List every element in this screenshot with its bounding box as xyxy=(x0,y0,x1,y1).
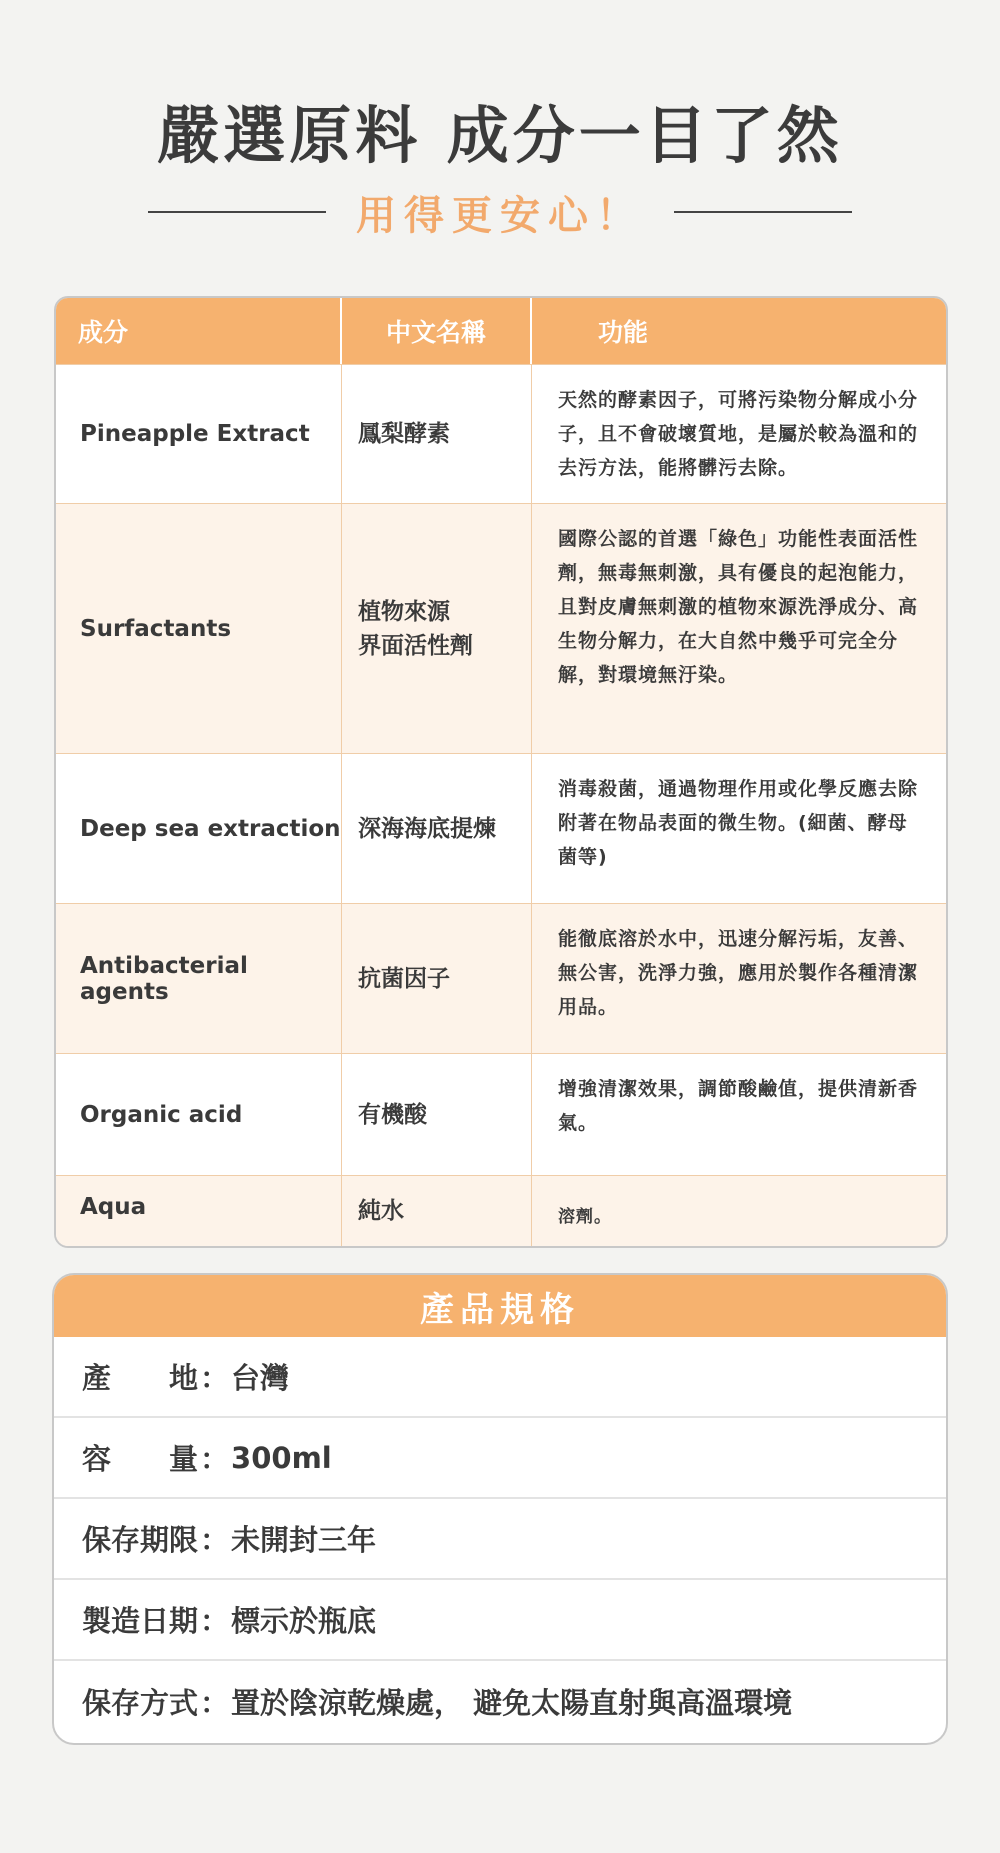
spec-row-origin xyxy=(54,1337,946,1418)
spec-row-manufacture-date xyxy=(54,1580,946,1661)
column-header-function: 功能 xyxy=(598,318,649,347)
ingredient-chinese-name: 深海海底提煉 xyxy=(342,754,532,903)
spec-row-volume xyxy=(54,1418,946,1499)
table-row xyxy=(56,503,946,753)
spec-separator: ： xyxy=(200,1361,230,1395)
ingredient-name: Deep sea extraction xyxy=(56,754,342,903)
spec-row-storage xyxy=(54,1661,946,1742)
column-header-chinese-name: 中文名稱 xyxy=(342,298,532,364)
ingredient-function: 增強清潔效果，調節酸鹼值，提供清新香氣。 xyxy=(558,1078,919,1134)
ingredient-function: 天然的酵素因子，可將污染物分解成小分子，且不會破壞質地，是屬於較為溫和的去污方法，能將髒污去除。 xyxy=(558,389,919,479)
column-header-ingredient: 成分 xyxy=(56,298,342,364)
divider-right xyxy=(674,211,852,213)
spec-separator: ： xyxy=(200,1686,230,1720)
spec-value: 標示於瓶底 xyxy=(231,1604,377,1638)
subtitle-row xyxy=(0,182,1000,242)
spec-title: 產品規格 xyxy=(54,1275,946,1337)
ingredient-function: 消毒殺菌，通過物理作用或化學反應去除附著在物品表面的微生物。(細菌、酵母菌等) xyxy=(558,778,919,868)
spec-separator: ： xyxy=(200,1523,230,1557)
ingredient-chinese-name: 有機酸 xyxy=(342,1054,532,1175)
page-title: 嚴選原料 成分一目了然 xyxy=(157,99,843,172)
spec-value: 置於陰涼乾燥處， 避免太陽直射與高溫環境 xyxy=(231,1686,793,1720)
spec-separator: ： xyxy=(200,1442,230,1476)
ingredient-chinese-name: 鳳梨酵素 xyxy=(342,365,532,503)
spec-value: 台灣 xyxy=(231,1361,290,1395)
ingredient-name: Surfactants xyxy=(56,504,342,753)
table-header xyxy=(56,298,946,364)
ingredient-function: 國際公認的首選「綠色」功能性表面活性劑，無毒無刺激，具有優良的起泡能力，且對皮膚無刺激的植物來源洗淨成分、高生物分解力，在大自然中幾乎可完全分解，對環境無汙染。 xyxy=(558,528,919,686)
ingredients-table xyxy=(54,296,948,1248)
ingredient-name: Organic acid xyxy=(56,1054,342,1175)
spec-value: 未開封三年 xyxy=(231,1523,377,1557)
ingredient-chinese-name: 植物來源 界面活性劑 xyxy=(342,504,532,753)
product-spec-card xyxy=(52,1273,948,1745)
spec-row-shelf-life xyxy=(54,1499,946,1580)
ingredient-chinese-name: 純水 xyxy=(342,1176,532,1248)
spec-separator: ： xyxy=(200,1604,230,1638)
spec-label: 保存方式 xyxy=(82,1686,199,1720)
table-row xyxy=(56,1175,946,1248)
ingredient-name: Antibacterial agents xyxy=(56,904,342,1053)
table-row xyxy=(56,753,946,903)
spec-label: 保存期限 xyxy=(82,1523,199,1557)
spec-label: 產 地 xyxy=(82,1361,199,1395)
ingredient-function: 能徹底溶於水中，迅速分解污垢，友善、無公害，洗淨力強，應用於製作各種清潔用品。 xyxy=(558,928,919,1018)
spec-label: 製造日期 xyxy=(82,1604,199,1638)
table-row xyxy=(56,1053,946,1175)
ingredient-name: Pineapple Extract xyxy=(56,365,342,503)
ingredient-chinese-name: 抗菌因子 xyxy=(342,904,532,1053)
table-row xyxy=(56,903,946,1053)
spec-label: 容 量 xyxy=(82,1442,199,1476)
page-subtitle: 用得更安心！ xyxy=(356,192,644,239)
spec-value: 300ml xyxy=(231,1440,332,1475)
ingredient-name: Aqua xyxy=(56,1176,342,1248)
ingredient-function: 溶劑。 xyxy=(558,1207,612,1227)
divider-left xyxy=(148,211,326,213)
table-row xyxy=(56,364,946,503)
